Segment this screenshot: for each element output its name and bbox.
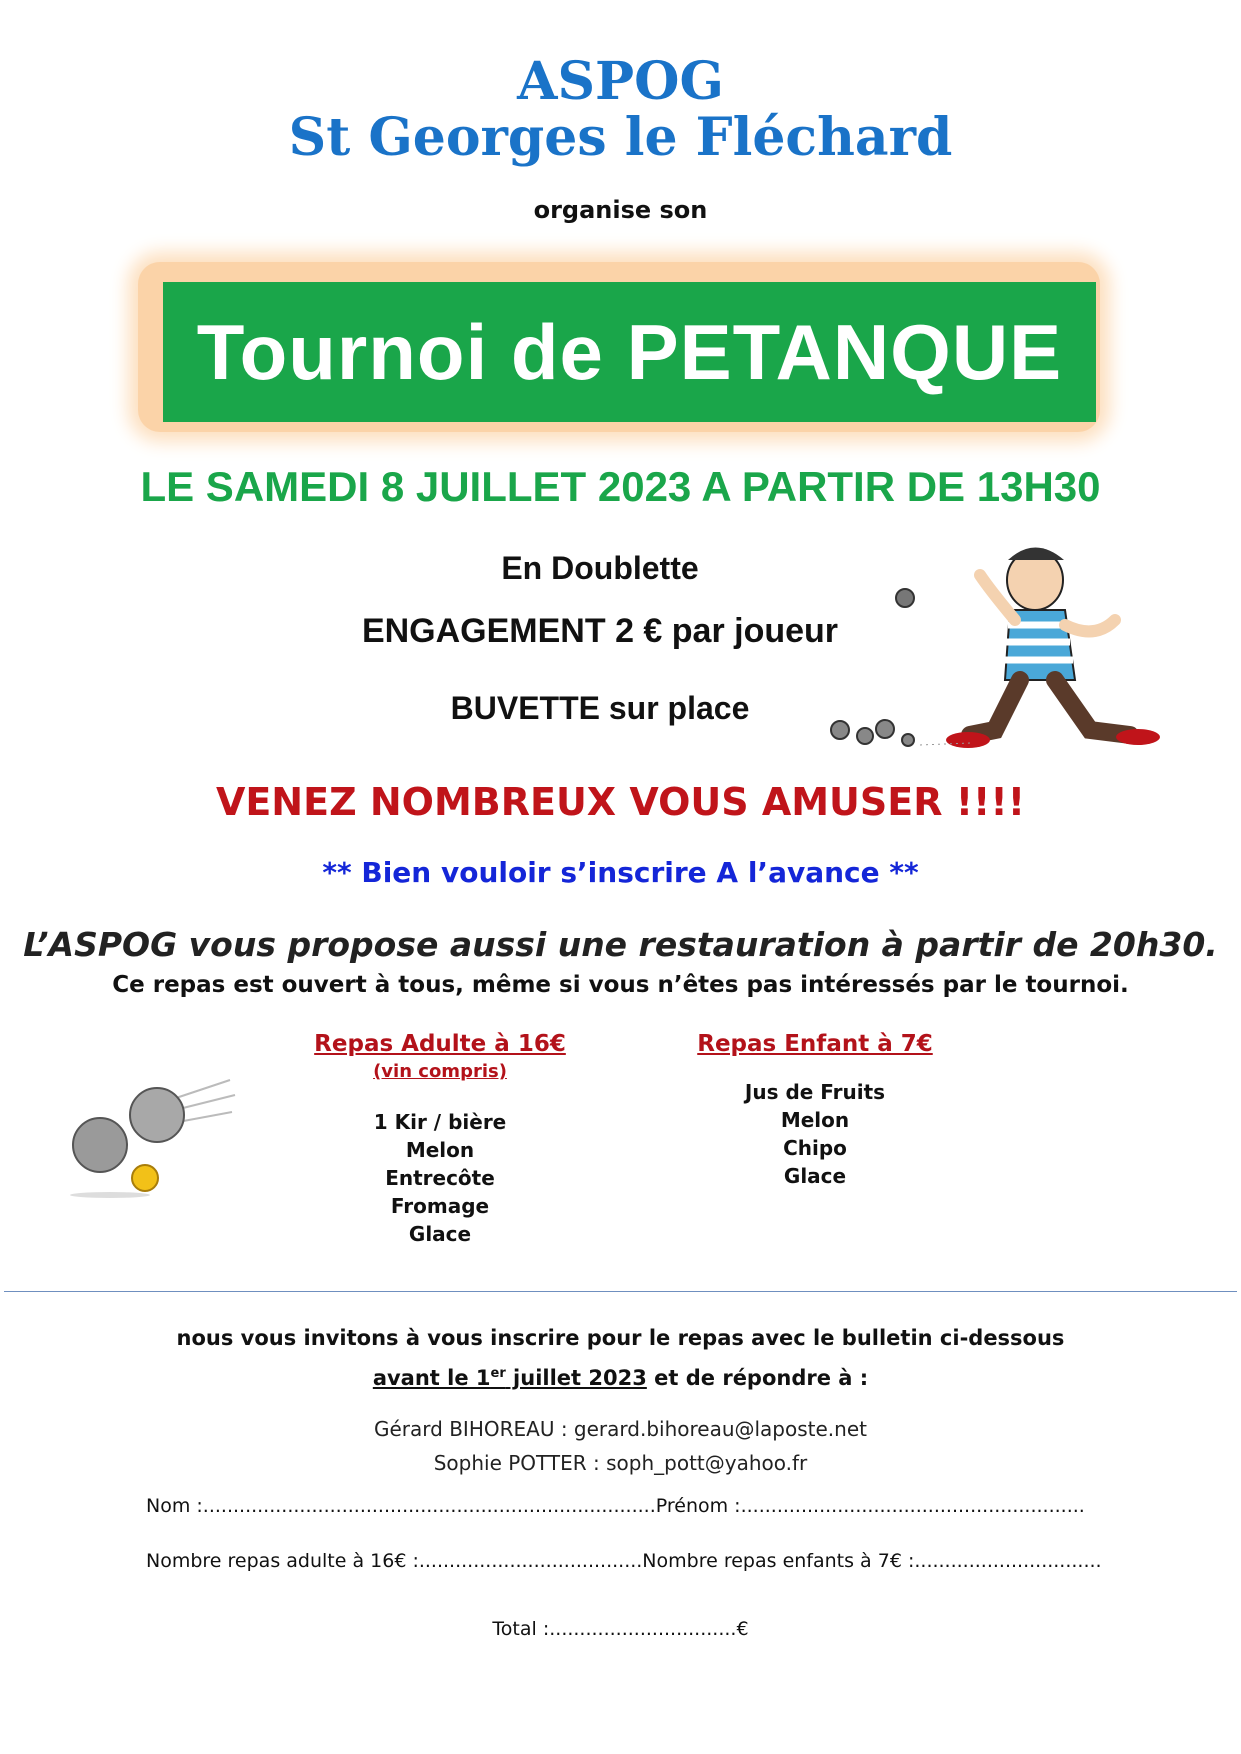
petanque-player-illustration — [820, 530, 1190, 760]
child-menu-title: Repas Enfant à 7€ — [697, 1031, 933, 1057]
contact-gerard: Gérard BIHOREAU : gerard.bihoreau@laposte.net — [374, 1417, 867, 1441]
adult-menu — [305, 1030, 575, 1248]
adult-menu-item: Melon — [405, 1138, 475, 1162]
adult-menu-item: Fromage — [390, 1194, 490, 1218]
fee-text: ENGAGEMENT 2 € par joueur — [361, 612, 839, 650]
form-total-line[interactable]: Total :...............................€ — [492, 1618, 749, 1640]
adult-menu-title: Repas Adulte à 16€ — [314, 1031, 566, 1057]
form-name-line[interactable]: Nom :...........................................................................Prénom :......................................................... — [146, 1495, 1085, 1517]
organise-label: organise son — [533, 196, 708, 224]
org-location: St Georges le Fléchard — [288, 107, 953, 168]
child-menu-item: Glace — [783, 1164, 847, 1188]
format-text: En Doublette — [501, 550, 699, 586]
child-menu-item: Chipo — [783, 1136, 847, 1160]
contact-sophie: Sophie POTTER : soph_pott@yahoo.fr — [433, 1451, 808, 1475]
event-banner — [163, 282, 1096, 422]
form-meals-line[interactable]: Nombre repas adulte à 16€ :.....................................Nombre repas enfants à 7€ :............................... — [146, 1550, 1102, 1572]
call-to-action: VENEZ NOMBREUX VOUS AMUSER !!!! — [215, 780, 1026, 824]
org-acronym: ASPOG — [517, 51, 724, 112]
event-date: LE SAMEDI 8 JUILLET 2023 A PARTIR DE 13H30 — [140, 463, 1101, 510]
reply-text: et de répondre à : — [646, 1366, 869, 1390]
register-note: ** Bien vouloir s’inscrire A l’avance ** — [322, 856, 919, 889]
adult-menu-item: Glace — [408, 1222, 472, 1246]
adult-menu-subtitle: (vin compris) — [373, 1061, 507, 1082]
deadline — [373, 1366, 647, 1390]
restaurant-open-note: Ce repas est ouvert à tous, même si vous n’êtes pas intéressés par le tournoi. — [112, 972, 1129, 998]
boules-illustration — [60, 1070, 240, 1200]
deadline-sup: er — [490, 1366, 506, 1381]
restaurant-headline: L’ASPOG vous propose aussi une restauration à partir de 20h30. — [23, 925, 1218, 964]
child-menu — [680, 1030, 950, 1190]
banner-title: Tournoi de PETANQUE — [196, 307, 1063, 396]
child-menu-item: Jus de Fruits — [744, 1080, 886, 1104]
bulletin-deadline-line — [0, 1356, 1241, 1396]
deadline-prefix: avant le 1 — [372, 1366, 491, 1390]
section-divider — [4, 1291, 1237, 1292]
bulletin-line1: nous vous invitons à vous inscrire pour le repas avec le bulletin ci-dessous — [176, 1326, 1065, 1350]
child-menu-item: Melon — [780, 1108, 850, 1132]
adult-menu-item: Entrecôte — [385, 1166, 495, 1190]
contacts — [0, 1412, 1241, 1480]
bar-text: BUVETTE sur place — [450, 690, 750, 726]
deadline-suffix: juillet 2023 — [505, 1366, 647, 1390]
bulletin-instructions — [0, 1320, 1241, 1396]
adult-menu-item: 1 Kir / bière — [373, 1110, 507, 1134]
